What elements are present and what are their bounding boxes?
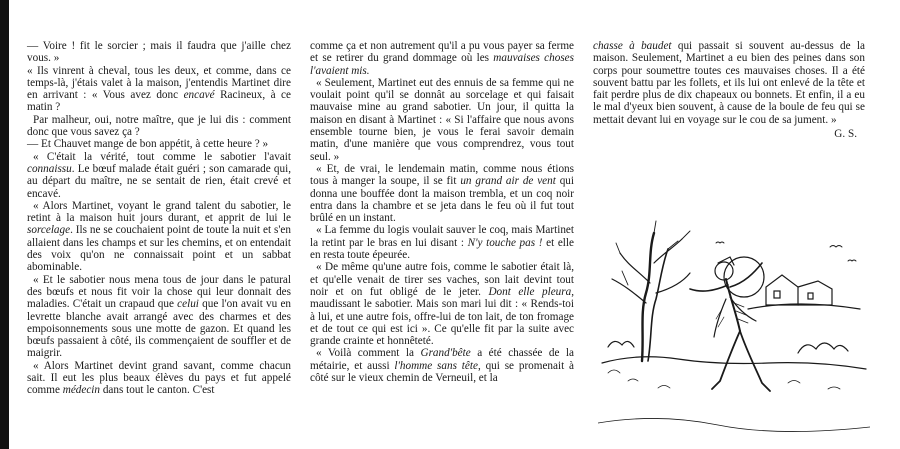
paragraph: comme ça et non autrement qu'il a pu vous payer sa ferme et se retirer du grand dommage où les mauvaises choses l'avaient mis. [310,40,575,77]
paragraph: « C'était la vérité, tout comme le sabotier l'avait connaissu. Le bœuf malade était guéri ; son camarade qui, au départ du maître, ne se sentait de rien, était crevé et encavé. [27,150,291,200]
paragraph: « La femme du logis voulait sauver le coq, mais Martinet la retint par le bras en lui disant : N'y touche pas ! et elle en resta toute épeurée. [310,224,574,262]
paragraph: « De même qu'une autre fois, comme le sabotier était là, et qu'elle venait de tirer ses vaches, son lait devint tout noir et on fut obligé de le jeter. Dont elle pleura, maudissant le sabotier. Mais son mari lui dit : « Rends-toi à lui, et une autre fois, offre-lui de ton lait, de ton fromage et de tout ce qui est ici ». Ce qu'elle fit par la suite avec grande crainte et honnêteté. [310,261,575,348]
paragraph: — Et Chauvet mange de bon appétit, à cette heure ? » [27,138,269,151]
paragraph: « Ils vinrent à cheval, tous les deux, et comme, dans ce temps-là, j'étais valet à la maison, j'entendis Martinet dire en arrivant : « Vous avez donc encavé Racineux, à ce matin ? [27,64,291,114]
paragraph: « Alors Martinet, voyant le grand talent du sabotier, le retint à la maison huit jours durant, et apprit de lui le sorcelage. Ils ne se couchaient point de toute la nuit et s'en allaient dans les champs et sur les chemins, et on entendait des voix qu'on ne connaissait point et un sabbat abominable. [27,199,291,274]
paragraph: « Et le sabotier nous mena tous de jour dans le patural des bœufs et nous fit voir la chose qui leur donnait des maladies. C'était un crapaud que celui que l'on avait vu en levrette blanche avait arrangé avec des charmes et des empoisonnements sous une motte de gazon. Et quand les bœufs passaient à côté, ils commençaient de souffler et de maigrir. [27,273,291,360]
paragraph: « Seulement, Martinet eut des ennuis de sa femme qui ne voulait point qu'il se donnât au sorcelage et qui faisait mauvaise mine au grand sabotier. Un jour, il quitta la maison en disant à Martinet : « Si l'affaire que nous avons ensemble tourne bien, je vous le ferai savoir demain matin, d'une manière que vous comprendrez, vous tout seul. » [310,76,574,163]
paragraph: chasse à baudet qui passait si souvent au-dessus de la maison. Seulement, Martinet a eu bien des peines dans son corps pour soumettre toutes ces mauvaises choses. Il a été souvent battu par les follets, et ils lui ont enlevé de la tête et fait perdre plus de dix chapeaux ou bonnets. Et enfin, il a eu le mal d'yeux bien souvent, à cause de la boule de feu qui se mettait devant lui en voyage sur le cou de sa jument. » [593,40,865,126]
paragraph: « Et, de vrai, le lendemain matin, comme nous étions tous à manger la soupe, il se fit un grand air de vent qui donna une bouffée dont la maison trembla, et un coq noir entra dans la chambre et se jeta dans le feu où il fut tout brûlé en un instant. [310,162,574,225]
text-column-1 [27,40,291,397]
paragraph: « Voilà comment la Grand'bête a été chassée de la métairie, et aussi l'homme sans tête, qui se promenait à côté sur le vieux chemin de Verneuil, et la [310,347,575,385]
paragraph: — Voire ! fit le sorcier ; mais il faudra que j'aille chez vous. » [27,40,291,65]
paragraph: Par malheur, oui, notre maître, que je lui dis : comment donc que vous savez ça ? [27,113,291,139]
author-signature: G. S. [834,128,857,141]
sorcerer-illustration-icon [598,213,870,443]
page-edge-shadow [0,0,9,449]
text-column-2 [310,40,574,384]
paragraph: « Alors Martinet devint grand savant, comme chacun sait. Il eut les plus beaux élèves du pays et fut appelé comme médecin dans tout le canton. C'est [27,359,291,397]
text-column-3 [593,40,865,140]
